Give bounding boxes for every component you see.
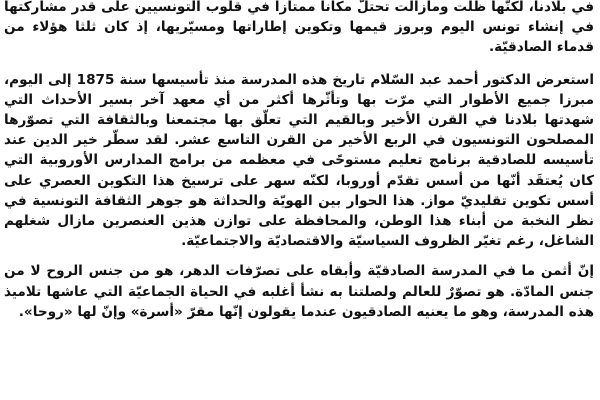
paragraph-3: إنّ أثمن ما في المدرسة الصادقيّة وأبقاه على تصرّفات الدهر، هو من جنس الروح لا من جنس المادّة. هو تصوّرٌ للعالم ولصلتنا به نشأ أغلبه في الحياة الجماعيّة التي عاشها تلاميذ هذه المدرسة، وهو ما يعنيه الصادقيون عندما يقولون إنّها مقرّ «أسرة» وإنّ لها «روحا». xyxy=(4,263,594,320)
paragraph-2: استعرض الدكتور أحمد عبد السّلام تاريخ هذه المدرسة منذ تأسيسها سنة 1875 إلى اليوم، مبرزا جميع الأطوار التي مرّت بها وتأثّرها أكثر من أي معهد آخر بسير الأحداث التي شهدتها بلادنا في القرن الأخير وبالقيم التي تعلّق بها مجتمعنا وبالثقافة التي تصوّرها المصلحون التونسيون في الربع الأخير من القرن التاسع عشر. لقد سطّر خير الدين عند تأسيسه للصادقية برنامج تعليم مستوحًى في معظمه من برامج المدارس الأوروبية التي كان يُعتقَد أنّها من أسس تقدّم أوروبا، لكنّه سهر على ترسيخ هذا التكوين العصري على أسس تكوين تقليديّ مواز. هذا الحوار بين الهويّة والحداثة هو جوهر الثقافة التونسية في نظر النخبة من أبناء هذا الوطن، والمحافظة على توازن هذين العنصرين مازال شغلهم الشاغل، رغم تغيّر الظروف السياسيّة والاقتصاديّة والاجتماعيّة. xyxy=(4,71,594,250)
paragraph-1: في بلادنا، لكنّها ظلّت ومازالت تحتلّ مكانا ممتازا في قلوب التونسيين على قدر مشاركتها في إنشاء تونس اليوم وبروز قيمها وتكوين إطاراتها ومسيّريها، إذ كان ثلثا هؤلاء من قدماء الصادقيّة. xyxy=(4,0,594,56)
